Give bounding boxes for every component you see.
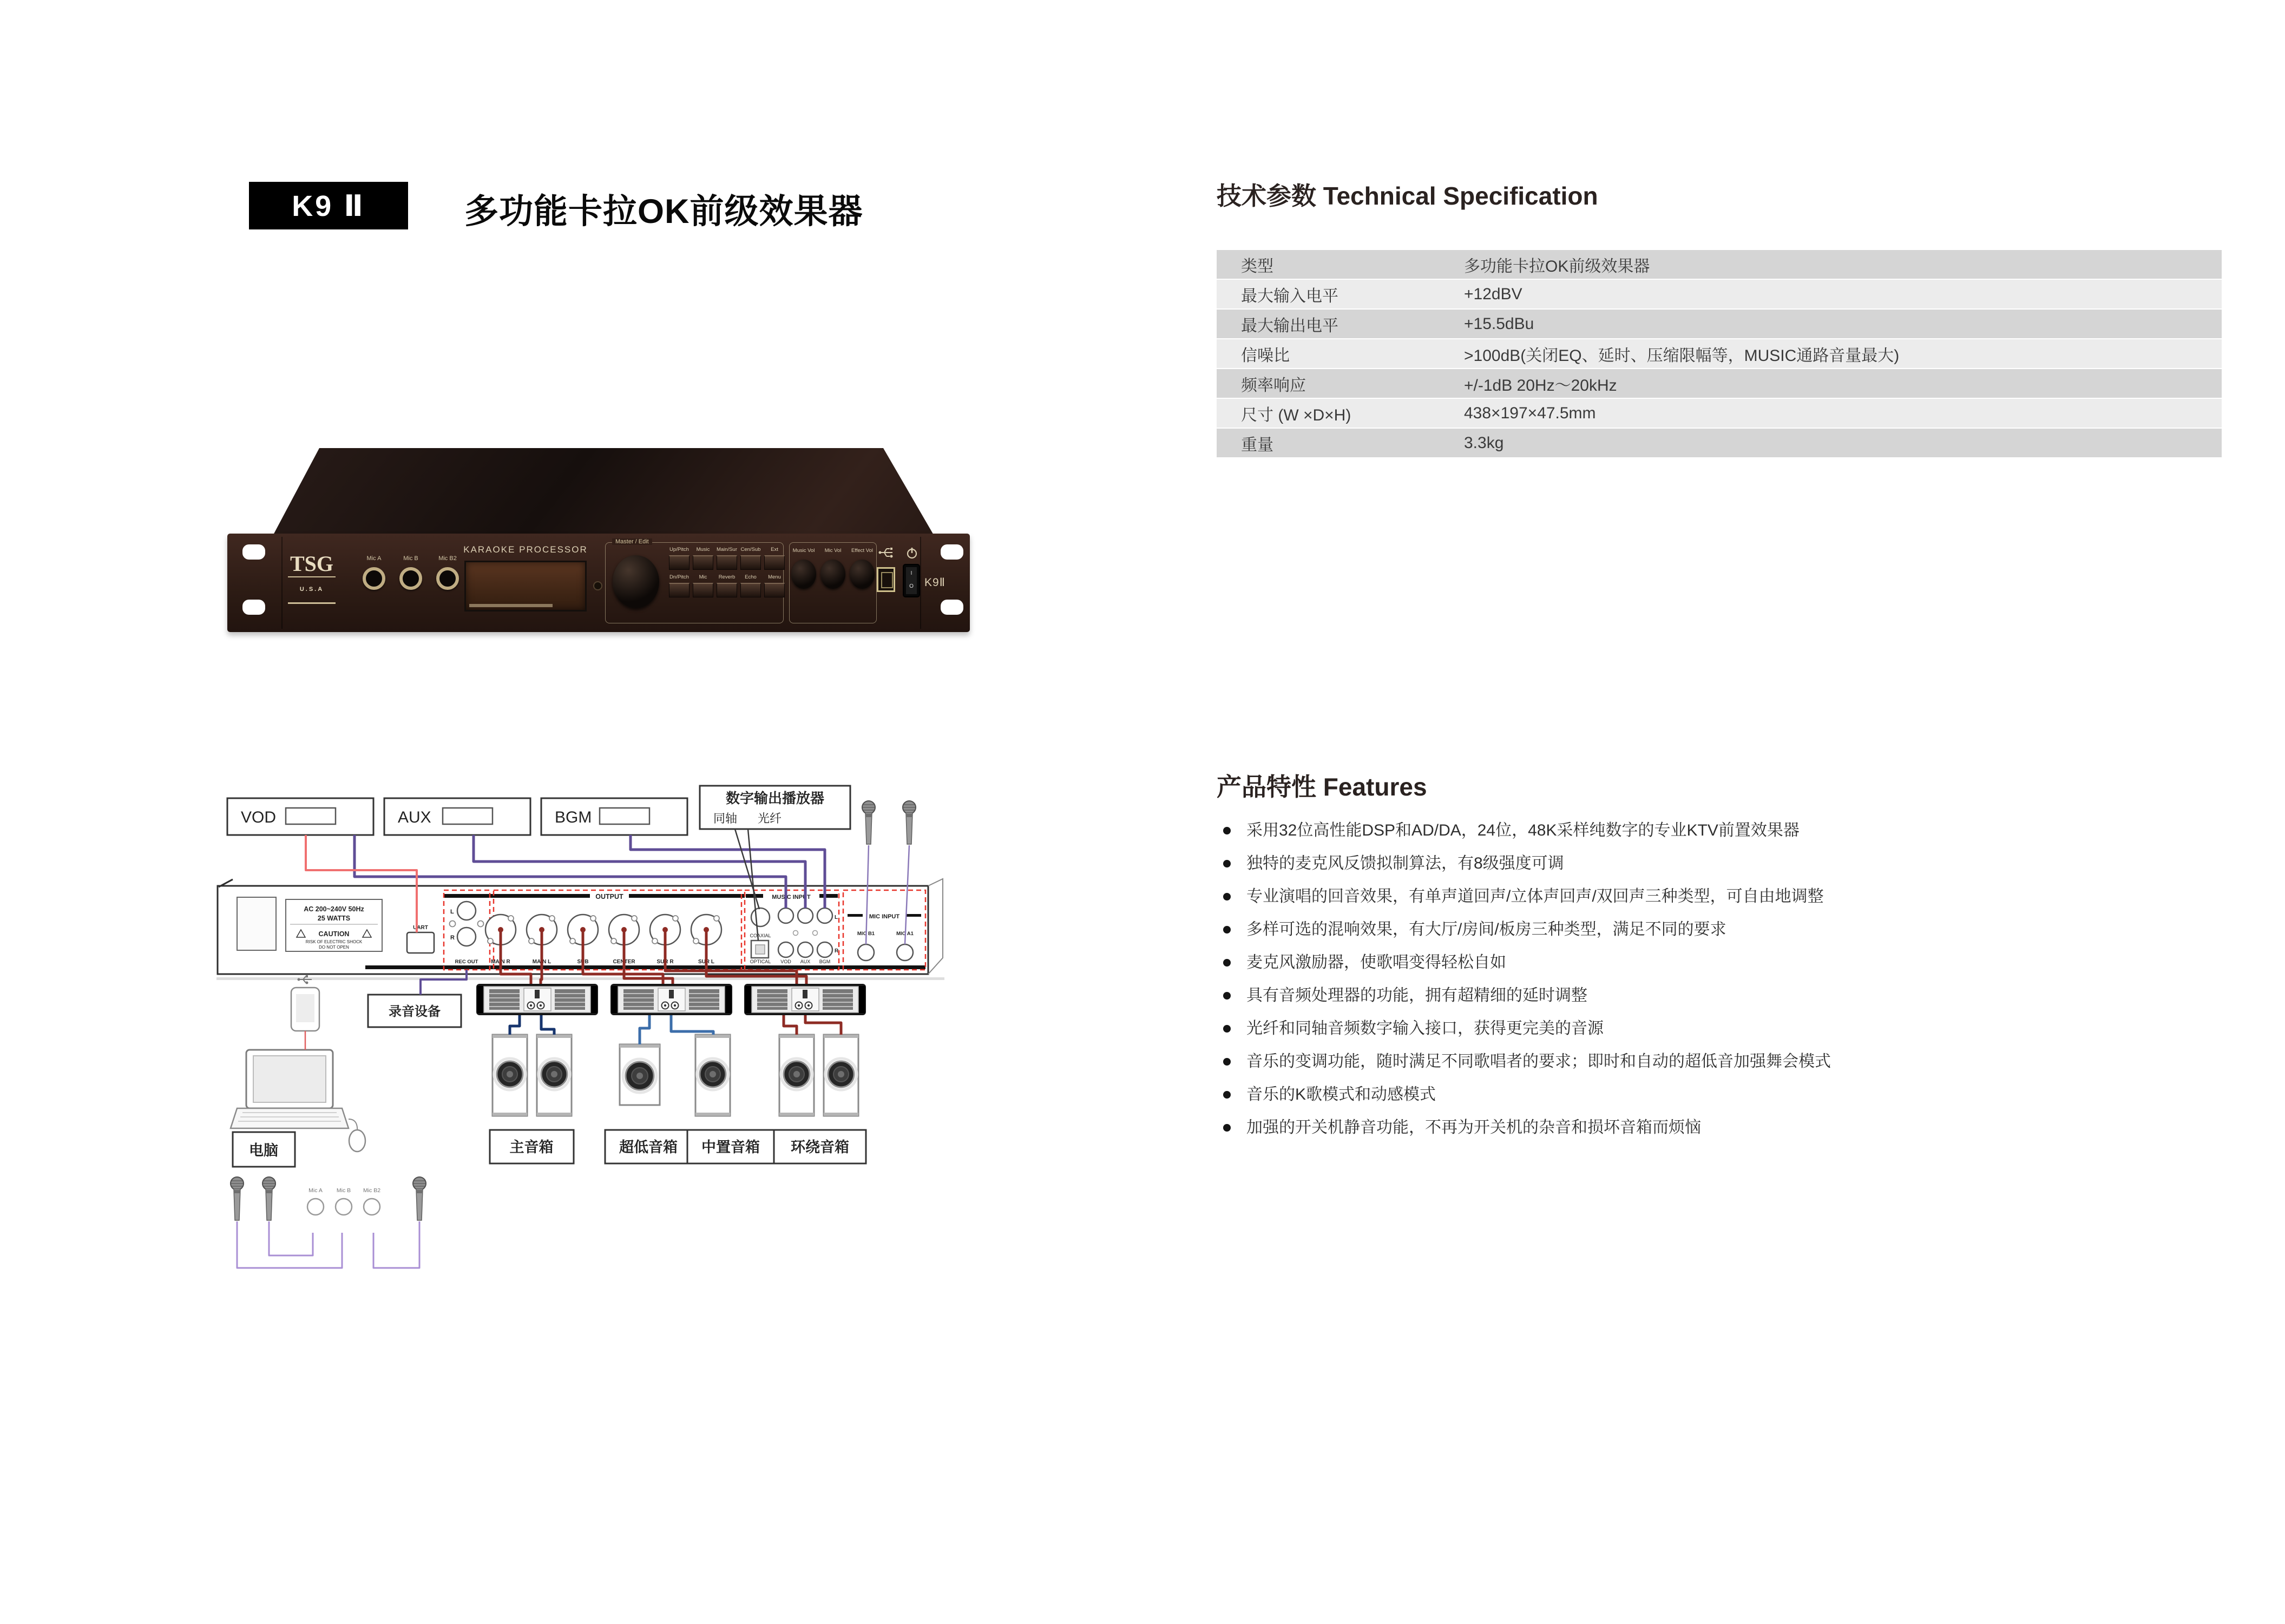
mic-b2-port	[364, 1199, 380, 1215]
cen-sub-button	[740, 555, 761, 570]
recorder-label: 录音设备	[389, 1004, 441, 1019]
table-row	[1217, 280, 2222, 308]
features-heading-zh: 产品特性	[1217, 773, 1316, 801]
rack-ear-divider	[281, 537, 283, 629]
coaxial-source-label: 同轴	[713, 812, 738, 825]
amplifier	[476, 984, 598, 1015]
aux-jack	[798, 908, 813, 923]
main-l-wire	[541, 930, 542, 984]
button-label: Ext	[771, 547, 778, 553]
xlr-label: SUR R	[656, 959, 674, 965]
main-speaker	[537, 1035, 572, 1116]
xlr-label: MAIN L	[532, 959, 551, 965]
features-heading	[1217, 767, 1427, 803]
rec-out-label: REC OUT	[455, 959, 478, 965]
effect-vol-label: Effect Vol	[851, 548, 873, 554]
laptop-keyboard	[231, 1108, 349, 1128]
surround-speaker-wire	[784, 1015, 797, 1035]
table-row	[1217, 339, 2222, 368]
caution-text: CAUTION	[318, 930, 350, 938]
spec-table	[1217, 250, 2222, 458]
button-label: Up/Pitch	[669, 547, 689, 553]
mic-cable	[237, 1221, 342, 1268]
usb-icon	[298, 975, 312, 984]
bgm-jack-label: BGM	[819, 959, 831, 964]
mic-a-jack	[363, 567, 385, 590]
display-button	[593, 581, 602, 590]
caution-sub1: RISK OF ELECTRIC SHOCK	[305, 939, 363, 944]
surround-speaker	[779, 1035, 814, 1116]
main-speaker-wire	[541, 1015, 554, 1035]
list-item: 麦克风激励器，使歌唱变得轻松自如	[1217, 954, 2280, 972]
mic-vol-label: Mic Vol	[824, 548, 842, 554]
laptop-screen-inner	[253, 1056, 326, 1102]
center-speaker	[695, 1035, 730, 1116]
uart-label: UART	[413, 925, 428, 931]
button-label: Echo	[745, 574, 757, 580]
xlr-label: SUR L	[698, 959, 714, 965]
table-row	[1217, 429, 2222, 457]
list-item: 加强的开关机静音功能，不再为开关机的杂音和损坏音箱而烦恼	[1217, 1119, 2280, 1137]
device-top-lid	[227, 448, 970, 536]
product-photo	[227, 448, 970, 635]
spec-value: +12dBV	[1464, 285, 1522, 303]
microphone-icon	[862, 801, 875, 844]
list-item: 音乐的K歌模式和动感模式	[1217, 1086, 2280, 1104]
button-label: Reverb	[718, 574, 736, 580]
divider	[216, 977, 944, 980]
speaker-label-box	[605, 1130, 692, 1163]
reverb-button	[717, 583, 737, 597]
mic-a-jack-label: Mic A	[366, 555, 382, 562]
button-label: Dn/Pitch	[669, 574, 689, 580]
list-item: 专业演唱的回音效果，有单声道回声/立体声回声/双回声三种类型，可自由地调整	[1217, 887, 2280, 906]
main-speaker	[493, 1035, 527, 1116]
center-speaker-wire	[671, 1015, 713, 1035]
list-item: 光纤和同轴音频数字输入接口，获得更完美的音源	[1217, 1020, 2280, 1038]
power-rating-label	[286, 899, 382, 951]
table-row	[1217, 369, 2222, 398]
coaxial-jack	[751, 908, 770, 926]
list-item: 采用32位高性能DSP和AD/DA，24位，48K采样纯数字的专业KTV前置效果器	[1217, 821, 2280, 840]
spec-heading	[1217, 176, 1598, 212]
microphone-icon	[413, 1177, 426, 1220]
rack-hole	[242, 544, 265, 560]
spec-value: +15.5dBu	[1464, 314, 1534, 333]
rack-hole	[941, 544, 963, 560]
list-item: 独特的麦克风反馈拟制算法，有8级强度可调	[1217, 854, 2280, 873]
spec-label: 尺寸 (W ×D×H)	[1241, 406, 1351, 424]
rec-l-label: L	[450, 909, 454, 915]
button-column	[738, 547, 763, 602]
uart-port	[407, 932, 434, 953]
recorder-box	[368, 995, 461, 1027]
model-badge	[249, 182, 408, 229]
power-rocker	[906, 567, 917, 594]
aux-source-box	[384, 798, 530, 835]
center-speaker-label: 中置音箱	[701, 1139, 760, 1155]
music-button	[693, 555, 713, 570]
music-r-label: R	[835, 948, 839, 954]
spec-heading-zh: 技术参数	[1217, 182, 1316, 210]
table-row	[1217, 399, 2222, 428]
button-column	[714, 547, 739, 602]
mic-a1-jack	[897, 944, 913, 961]
button-label: Mic	[699, 574, 707, 580]
xlr-label: MAIN R	[491, 959, 510, 965]
spec-value: 438×197×47.5mm	[1464, 404, 1596, 422]
optical-label: OPTICAL	[750, 959, 771, 964]
list-item: 多样可选的混响效果，有大厅/房间/板房三种类型，满足不同的要求	[1217, 921, 2280, 939]
table-row	[1217, 250, 2222, 279]
mic-a-port-label: Mic A	[308, 1187, 323, 1194]
list-item: 音乐的变调功能，随时满足不同歌唱者的要求；即时和自动的超低音加强舞会模式	[1217, 1053, 2280, 1071]
brand-text: TSG	[290, 551, 334, 576]
ext-button	[764, 555, 785, 570]
speaker-label-box	[490, 1130, 574, 1163]
mic-a1-label: MIC A1	[896, 931, 914, 937]
button-label: Cen/Sub	[740, 547, 761, 553]
mic-b2-port-label: Mic B2	[363, 1187, 381, 1194]
rear-panel	[218, 879, 943, 974]
wiring-diagram-svg	[216, 779, 974, 1326]
spec-label: 重量	[1241, 436, 1273, 454]
vod-label: VOD	[241, 808, 277, 826]
bgm-jack	[817, 908, 832, 923]
mic-cable	[373, 1221, 419, 1268]
microphone-icon	[231, 1177, 244, 1220]
power-switch	[903, 564, 920, 597]
mic-a-port	[307, 1199, 324, 1215]
aux-jack-label: AUX	[800, 959, 811, 964]
main-sur-button	[717, 555, 737, 570]
spec-label: 最大输入电平	[1241, 287, 1338, 305]
spec-value: 多功能卡拉OK前级效果器	[1464, 257, 1650, 275]
usb-icon	[876, 547, 896, 561]
mic-input-section-header: MIC INPUT	[869, 913, 900, 920]
model-badge-text: K9 Ⅱ	[292, 189, 365, 222]
mic-b-jack-label: Mic B	[403, 555, 418, 562]
digital-player-box	[700, 786, 850, 829]
aux-jack	[798, 942, 813, 957]
subwoofer-label: 超低音箱	[619, 1139, 678, 1155]
spec-value: 3.3kg	[1464, 433, 1504, 452]
master-edit-knob	[613, 555, 659, 608]
spec-label: 最大输出电平	[1241, 317, 1338, 335]
main-speaker-label: 主音箱	[509, 1139, 554, 1155]
model-label: K9Ⅱ	[924, 576, 946, 589]
music-vol-label: Music Vol	[792, 548, 815, 554]
mic-b1-jack	[858, 944, 874, 961]
subwoofer-wire	[640, 1015, 649, 1044]
power-line1: AC 200~240V 50Hz	[304, 905, 364, 913]
panel-title: KARAOKE PROCESSOR	[463, 544, 588, 555]
button-column	[762, 547, 787, 602]
rec-r-label: R	[450, 935, 455, 941]
vod-source-box	[227, 798, 373, 835]
up-pitch-button	[669, 555, 690, 570]
bgm-source-box	[541, 798, 687, 835]
mic-button	[693, 583, 713, 597]
list-item: 具有音频处理器的功能，拥有超精细的延时调整	[1217, 987, 2280, 1005]
bottom-mics-group	[231, 1177, 426, 1220]
rack-hole	[242, 600, 265, 615]
mic-b-port	[336, 1199, 352, 1215]
features-list	[1217, 821, 2280, 1152]
lcd-display	[464, 561, 587, 612]
wiring-diagram	[216, 779, 974, 1326]
music-l-label: L	[835, 915, 838, 921]
speaker-label-box	[687, 1130, 774, 1163]
mouse	[349, 1130, 365, 1152]
usb-dongle-screen	[296, 994, 314, 1022]
surround-speaker-wire	[805, 1015, 841, 1035]
mic-vol-knob	[820, 560, 845, 589]
button-column	[667, 547, 692, 602]
device-front-panel	[227, 534, 970, 632]
effect-vol-knob	[850, 560, 875, 589]
switch-off-mark: O	[909, 583, 914, 589]
button-column	[691, 547, 715, 602]
computer-label: 电脑	[249, 1142, 278, 1159]
brand-logo	[288, 553, 336, 604]
spec-value: >100dB(关闭EQ、延时、压缩限幅等，MUSIC通路音量最大)	[1464, 346, 1900, 365]
spec-label: 类型	[1241, 257, 1273, 275]
spec-heading-en: Technical Specification	[1323, 182, 1598, 210]
main-speaker-wire	[510, 1015, 520, 1035]
xlr-label: SUB	[577, 959, 589, 965]
master-edit-label: Master / Edit	[612, 538, 652, 545]
xlr-label: CENTER	[613, 959, 635, 965]
music-vol-knob	[791, 560, 816, 589]
computer-group	[231, 975, 365, 1167]
mic-b2-jack	[436, 567, 459, 590]
bgm-jack	[817, 942, 832, 957]
microphone-icon	[903, 801, 916, 844]
computer-box	[233, 1132, 295, 1167]
surround-speaker	[824, 1035, 858, 1116]
spec-value: +/-1dB 20Hz～20kHz	[1464, 376, 1617, 395]
mic-cable	[269, 1221, 313, 1255]
coaxial-label: COAXIAL	[750, 933, 771, 938]
vod-jack	[778, 908, 793, 923]
page-title: 多功能卡拉OK前级效果器	[464, 193, 863, 231]
vod-jack-label: VOD	[780, 959, 791, 964]
optical-source-label: 光纤	[758, 812, 782, 825]
switch-on-mark: I	[910, 570, 912, 576]
menu-button	[764, 583, 785, 597]
usb-port	[877, 567, 895, 592]
rack-hole	[941, 600, 963, 615]
table-row	[1217, 310, 2222, 338]
digital-player-title: 数字输出播放器	[725, 790, 825, 806]
vod-jack	[778, 942, 793, 957]
spec-label: 信噪比	[1241, 346, 1290, 365]
surround-speaker-label: 环绕音箱	[791, 1139, 849, 1155]
caution-sub2: DO NOT OPEN	[319, 945, 349, 950]
spec-label: 频率响应	[1241, 376, 1306, 395]
bgm-label: BGM	[555, 808, 592, 826]
output-section-header: OUTPUT	[595, 893, 623, 900]
power-icon	[902, 547, 922, 562]
mic-b-port-label: Mic B	[336, 1187, 351, 1194]
features-heading-en: Features	[1323, 773, 1427, 801]
microphone-icon	[262, 1177, 275, 1220]
mic-b2-jack-label: Mic B2	[438, 555, 457, 562]
dn-pitch-button	[669, 583, 690, 597]
button-label: Menu	[768, 574, 781, 580]
aux-label: AUX	[398, 808, 431, 826]
button-label: Main/Sur	[716, 547, 737, 553]
subwoofer-speaker	[620, 1044, 660, 1105]
speaker-label-box	[774, 1130, 866, 1163]
amplifier	[744, 984, 866, 1015]
music-input-section-header: MUSIC INPUT	[772, 894, 811, 900]
mic-b1-label: MIC B1	[857, 931, 875, 937]
amplifier	[610, 984, 732, 1015]
brand-sub-text: U.S.A	[288, 576, 336, 600]
echo-button	[740, 583, 761, 597]
power-line2: 25 WATTS	[317, 915, 351, 922]
button-label: Music	[696, 547, 710, 553]
mic-b-jack	[399, 567, 422, 590]
